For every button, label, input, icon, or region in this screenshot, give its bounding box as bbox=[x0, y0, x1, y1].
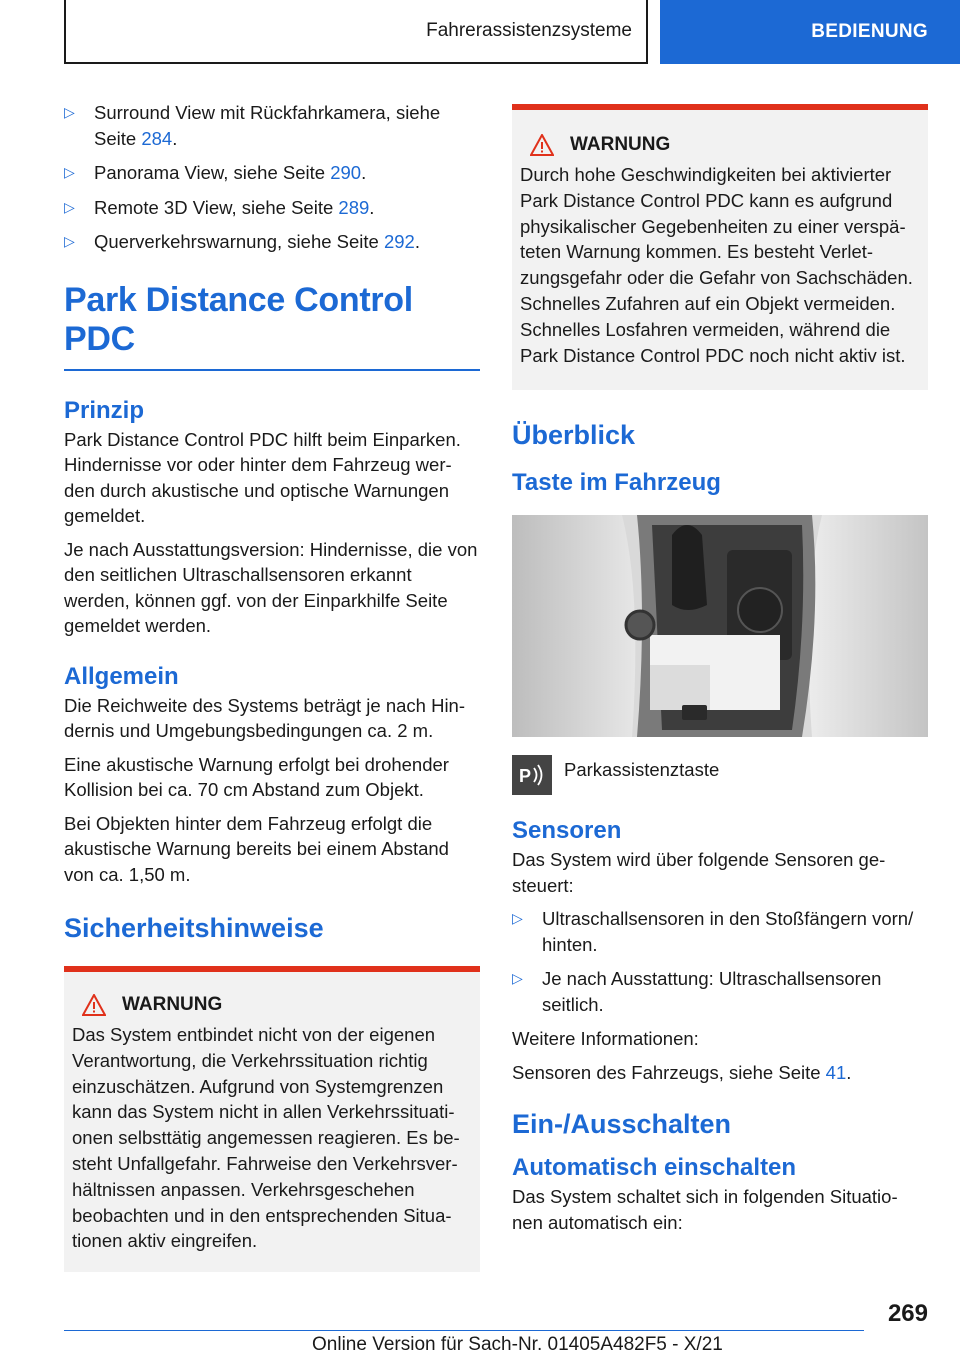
header-section-text: Fahrerassistenzsysteme bbox=[426, 20, 632, 41]
auto-on-heading: Automatisch einschalten bbox=[512, 1154, 797, 1182]
sensoren-paragraph: Das System wird über folgende Sensoren ge-steuert: bbox=[512, 849, 886, 896]
footer-divider bbox=[64, 1330, 864, 1331]
triangle-bullet-icon: ▷ bbox=[64, 198, 75, 215]
triangle-bullet-icon: ▷ bbox=[64, 104, 75, 120]
sensoren-heading: Sensoren bbox=[512, 817, 622, 845]
park-assist-button-icon bbox=[512, 755, 552, 795]
warning-title: WARNUNG bbox=[520, 134, 920, 156]
left-column bbox=[64, 100, 480, 1280]
warning-title: WARNUNG bbox=[72, 994, 472, 1016]
footer-online-version: Online Version für Sach-Nr. 01405A482F5 - X/21 bbox=[312, 1334, 723, 1355]
warning-text: Das System entbindet nicht von der eigenen Verantwortung, die Verkehrssituation richtig einzuschätzen. Aufgrund von Systemgrenzen kann das System nicht in allen Verkehrssituati-onen selbsttätig angemessen reagieren. Es be-steht Unfallgefahr. Fahrweise den Verkehrsver-hältnissen anpassen. Verkehrsgeschehen beobachten und in den entsprechenden Situa-tionen aktiv eingreifen. bbox=[72, 1024, 460, 1252]
list-item: ▷ Je nach Ausstattung: Ultraschallsensoren seitlich. bbox=[512, 968, 882, 1015]
sensor-reference: Sensoren des Fahrzeugs, siehe Seite 41. bbox=[512, 1061, 852, 1083]
reference-list bbox=[64, 100, 480, 255]
triangle-bullet-icon: ▷ bbox=[64, 233, 75, 249]
triangle-bullet-icon: ▷ bbox=[512, 910, 523, 927]
triangle-bullet-icon: ▷ bbox=[512, 970, 523, 987]
more-info-label: Weitere Informationen: bbox=[512, 1028, 699, 1050]
sensor-list bbox=[512, 906, 928, 1017]
sicherheit-heading: Sicherheitshinweise bbox=[64, 913, 324, 943]
key-legend-row bbox=[512, 755, 928, 795]
allgemein-paragraph-1: Die Reichweite des Systems beträgt je nach Hin-dernis und Umgebungsbedingungen ca. 2 m. bbox=[64, 694, 466, 741]
list-item: ▷ Surround View mit Rückfahrkamera, siehe Seite 284. bbox=[64, 102, 441, 149]
header-chapter-text: BEDIENUNG bbox=[811, 21, 928, 42]
taste-heading: Taste im Fahrzeug bbox=[512, 469, 721, 497]
warning-triangle-icon bbox=[82, 994, 106, 1016]
page-link[interactable]: 289 bbox=[338, 196, 370, 218]
right-column bbox=[512, 104, 928, 1243]
warning-text: Durch hohe Geschwindigkeiten bei aktivierter Park Distance Control PDC kann es aufgrund physikalischer Gegebenheiten zu einer verspä-teten Warnung kommen. Es besteht Verlet-zungsgefahr oder die Gefahr von Sachschäden. Schnelles Zufahren auf ein Objekt vermeiden. Schnelles Losfahren vermeiden, während die Park Distance Control PDC noch nicht aktiv ist. bbox=[520, 164, 913, 366]
prinzip-heading: Prinzip bbox=[64, 396, 145, 424]
page-number: 269 bbox=[887, 1300, 928, 1327]
warning-box bbox=[64, 966, 480, 1272]
key-label: Parkassistenztaste bbox=[564, 759, 720, 781]
warning-box bbox=[512, 104, 928, 390]
allgemein-paragraph-3: Bei Objekten hinter dem Fahrzeug erfolgt die akustische Warnung bereits bei einem Abstand von ca. 1,50 m. bbox=[64, 812, 449, 885]
page-link[interactable]: 284 bbox=[141, 127, 173, 149]
list-item: ▷ Remote 3D View, siehe Seite 289. bbox=[64, 195, 480, 221]
prinzip-paragraph-1: Park Distance Control PDC hilft beim Einparken. Hindernisse vor oder hinter dem Fahrzeug wer-den durch akustische und optische Warnungen gemeldet. bbox=[64, 428, 461, 526]
center-console-illustration bbox=[512, 515, 928, 737]
prinzip-paragraph-2: Je nach Ausstattungsversion: Hindernisse, die von den seitlichen Ultraschallsensoren erkannt werden, können ggf. von der Einparkhilfe Seite gemeldet werden. bbox=[64, 538, 478, 636]
center-console-photo bbox=[512, 515, 928, 737]
auto-on-paragraph: Das System schaltet sich in folgenden Situatio-nen automatisch ein: bbox=[512, 1186, 898, 1233]
allgemein-heading: Allgemein bbox=[64, 662, 179, 690]
warning-triangle-icon bbox=[530, 134, 554, 156]
header-section-label bbox=[64, 0, 648, 64]
header-chapter-tab[interactable] bbox=[660, 0, 960, 64]
list-item: ▷ Ultraschallsensoren in den Stoßfängern vorn/ hinten. bbox=[512, 908, 914, 955]
page-link[interactable]: 290 bbox=[330, 162, 362, 183]
svg-text:P: P bbox=[519, 766, 532, 787]
ein-aus-heading: Ein-/Ausschalten bbox=[512, 1109, 732, 1140]
page-link[interactable]: 292 bbox=[383, 231, 415, 252]
page-link[interactable]: 41 bbox=[825, 1061, 847, 1083]
list-item: ▷ Querverkehrswarnung, siehe Seite 292. bbox=[64, 229, 480, 255]
triangle-bullet-icon: ▷ bbox=[64, 164, 75, 180]
ueberblick-heading: Überblick bbox=[512, 420, 636, 451]
list-item: ▷ Panorama View, siehe Seite 290. bbox=[64, 160, 480, 186]
allgemein-paragraph-2: Eine akustische Warnung erfolgt bei drohender Kollision bei ca. 70 cm Abstand zum Objekt. bbox=[64, 753, 449, 800]
chapter-title: Park Distance Control PDC bbox=[64, 281, 480, 371]
